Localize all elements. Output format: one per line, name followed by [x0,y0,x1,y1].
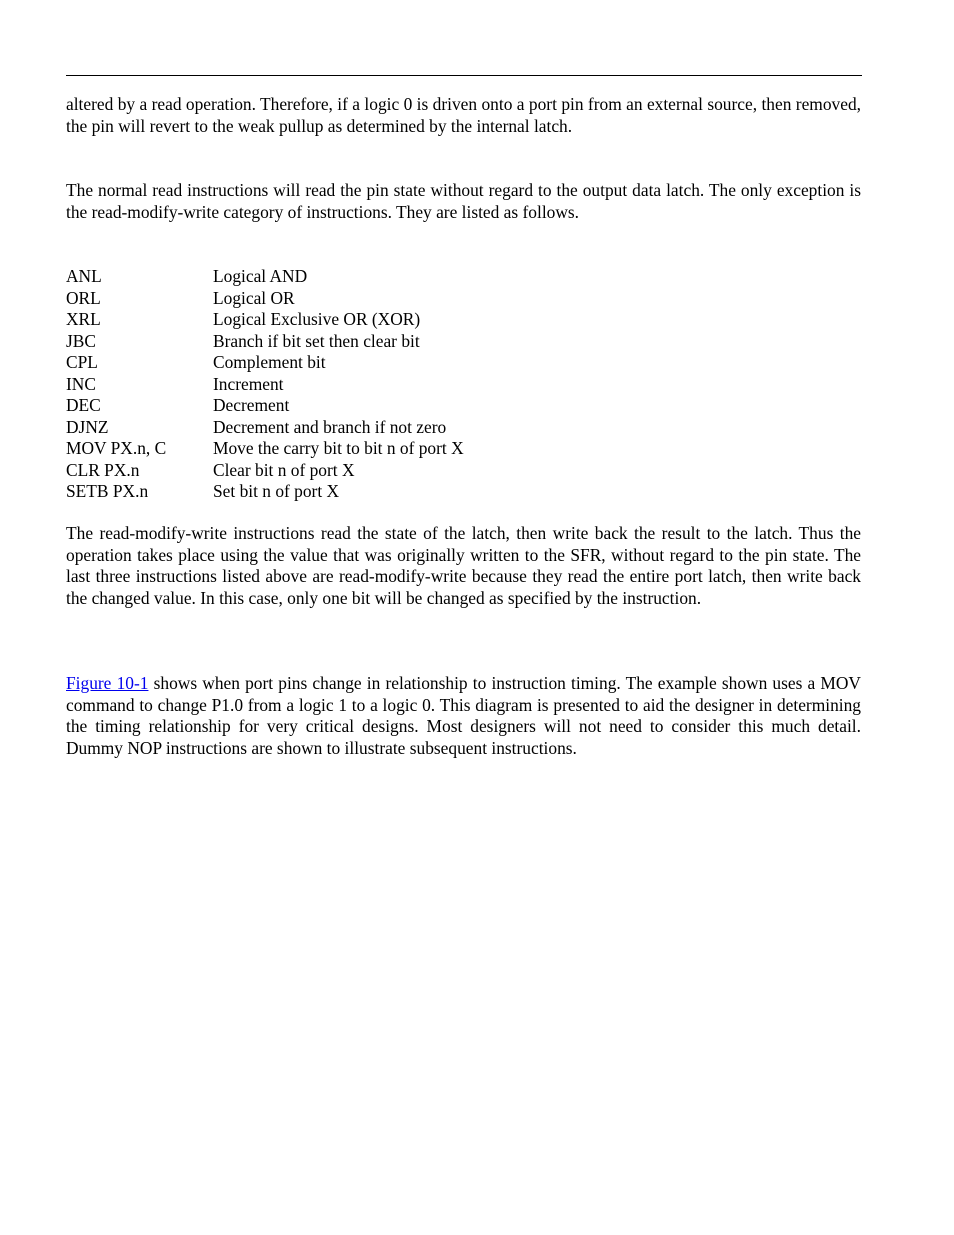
instruction-mnemonic: MOV PX.n, C [66,438,167,458]
instruction-mnemonic: DJNZ [66,416,109,437]
instruction-description: Complement bit [213,352,326,372]
instruction-description: Clear bit n of port X [213,459,355,480]
instruction-description: Increment [213,373,284,394]
instruction-row [66,331,666,353]
instruction-row [66,438,666,460]
paragraph-normal-read: The normal read instructions will read the pin state without regard to the output data latch. The only exception is the read-modify-write category of instructions. They are listed as follows. [66,180,861,222]
instruction-row [66,481,666,503]
instruction-mnemonic: INC [66,373,96,394]
instruction-mnemonic: DEC [66,395,101,415]
figure-reference-text: shows when port pins change in relationship to instruction timing. The example shown uses a MOV command to change P1.0 from a logic 1 to a logic 0. This diagram is presented to aid the designer in determining the timing relationship for very critical designs. Most designers will not need to consider this much detail. Dummy NOP instructions are shown to illustrate subsequent instructions. [66,673,861,758]
instruction-description: Logical OR [213,287,295,308]
instruction-description: Logical Exclusive OR (XOR) [213,309,421,329]
instruction-mnemonic: CPL [66,352,98,372]
instruction-mnemonic: ANL [66,266,102,286]
instruction-row [66,417,666,439]
instruction-mnemonic: CLR PX.n [66,459,140,480]
paragraph-latch-revert: altered by a read operation. Therefore, if a logic 0 is driven onto a port pin from an external source, then removed, the pin will revert to the weak pullup as determined by the internal latch. [66,94,861,136]
instruction-description: Set bit n of port X [213,481,340,501]
instruction-row [66,309,666,331]
figure-10-1-link[interactable]: Figure 10-1 [66,673,149,693]
instruction-row [66,288,666,310]
instruction-description: Decrement and branch if not zero [213,416,447,437]
instruction-description: Move the carry bit to bit n of port X [213,438,464,458]
read-modify-write-instruction-list [66,266,666,503]
instruction-mnemonic: XRL [66,309,101,329]
instruction-mnemonic: ORL [66,287,101,308]
paragraph-figure-reference [66,673,861,759]
instruction-mnemonic: JBC [66,330,96,351]
instruction-description: Logical AND [213,266,308,286]
instruction-row [66,352,666,374]
instruction-mnemonic: SETB PX.n [66,481,149,501]
instruction-row [66,266,666,288]
paragraph-rmw-explanation: The read-modify-write instructions read the state of the latch, then write back the result to the latch. Thus the operation takes place using the value that was originally written to the SFR, without regard to the pin state. The last three instructions listed above are read-modify-write because they read the entire port latch, then write back the changed value. In this case, only one bit will be changed as specified by the instruction. [66,523,861,608]
header-rule [66,75,862,76]
instruction-row [66,395,666,417]
instruction-row [66,460,666,482]
instruction-row [66,374,666,396]
instruction-description: Decrement [213,395,290,415]
instruction-description: Branch if bit set then clear bit [213,330,420,351]
